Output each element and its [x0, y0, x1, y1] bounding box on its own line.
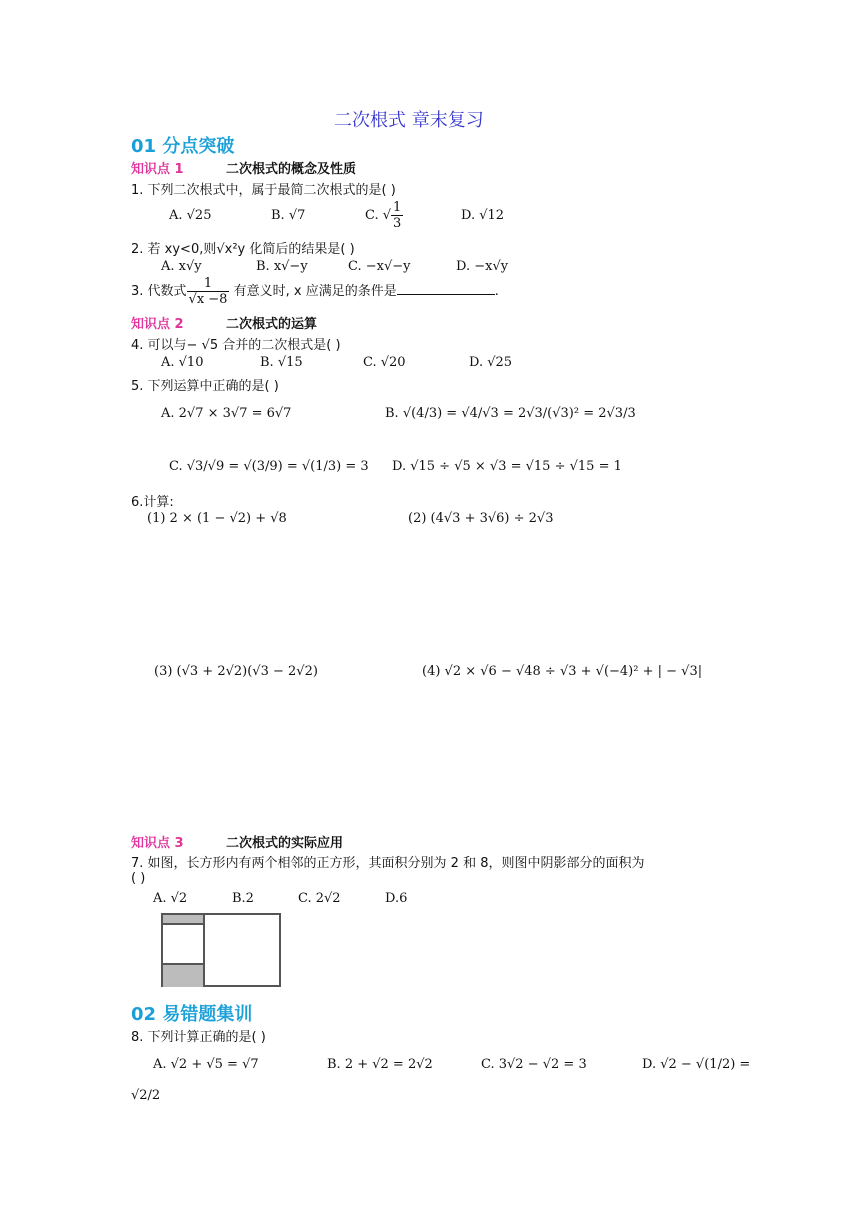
- option-b: B. √15: [260, 355, 303, 370]
- question-2-stem: 2. 若 xy<0,则√x²y 化简后的结果是( ): [131, 242, 355, 257]
- knowledge-point-title: 二次根式的运算: [226, 317, 318, 332]
- option-b: B. √(4/3) = √4/√3 = 2√3/(√3)² = 2√3/3: [385, 406, 636, 421]
- option-d: D.6: [385, 891, 408, 906]
- square-region: [163, 925, 205, 965]
- knowledge-point-title: 二次根式的概念及性质: [226, 162, 357, 177]
- shaded-region: [163, 915, 205, 925]
- question-7-paren: ( ): [131, 871, 146, 886]
- question-8-stem: 8. 下列计算正确的是( ): [131, 1030, 266, 1045]
- option-a: A. 2√7 × 3√7 = 6√7: [161, 406, 292, 421]
- option-d: D. √15 ÷ √5 × √3 = √15 ÷ √15 = 1: [392, 459, 622, 474]
- option-a: A. √25: [169, 208, 212, 223]
- option-b: B.2: [232, 891, 254, 906]
- option-b: B. √7: [271, 208, 306, 223]
- page-title: 二次根式 章末复习: [334, 110, 484, 131]
- section-heading: 01 分点突破: [131, 136, 235, 157]
- option-d: D. √25: [469, 355, 513, 370]
- option-a: A. √2 + √5 = √7: [153, 1057, 259, 1072]
- sub-question-2: (2) (4√3 + 3√6) ÷ 2√3: [408, 511, 554, 526]
- option-a: A. x√y: [161, 259, 202, 274]
- question-5-stem: 5. 下列运算中正确的是( ): [131, 379, 279, 394]
- option-d: D. −x√y: [456, 259, 509, 274]
- knowledge-point-label: 知识点 1: [131, 162, 184, 177]
- question-3: 3. 代数式 $\frac{1}{√x -8}$ 有意义时, x 应满足的条件是 .: [131, 276, 499, 307]
- section-heading: 02 易错题集训: [131, 1004, 253, 1025]
- option-b: B. x√−y: [256, 259, 308, 274]
- option-d-continued: √2/2: [131, 1088, 161, 1103]
- knowledge-point-label: 知识点 3: [131, 836, 184, 851]
- question-1-stem: 1. 下列二次根式中，属于最简二次根式的是( ): [131, 183, 396, 198]
- question-6-stem: 6.计算:: [131, 495, 174, 510]
- knowledge-point-title: 二次根式的实际应用: [226, 836, 344, 851]
- option-d: D. √2 − √(1/2) =: [642, 1057, 751, 1072]
- knowledge-point-label: 知识点 2: [131, 317, 184, 332]
- option-c: C. √20: [363, 355, 406, 370]
- sub-question-1: (1) 2 × (1 − √2) + √8: [147, 511, 287, 526]
- question-7-stem: 7. 如图，长方形内有两个相邻的正方形，其面积分别为 2 和 8，则图中阴影部分的面积为: [131, 856, 645, 871]
- rectangle-figure: [161, 913, 281, 987]
- option-c: C. 2√2: [298, 891, 341, 906]
- option-a: A. √2: [153, 891, 188, 906]
- option-c: C. √ $\frac{1}{3}$: [365, 200, 402, 231]
- option-c: C. −x√−y: [348, 259, 411, 274]
- option-a: A. √10: [161, 355, 204, 370]
- question-4-stem: 4. 可以与− √5 合并的二次根式是( ): [131, 338, 341, 353]
- sub-question-4: (4) √2 × √6 − √48 ÷ √3 + √(−4)² + | − √3|: [422, 664, 703, 679]
- option-c: C. √3/√9 = √(3/9) = √(1/3) = 3: [169, 459, 369, 474]
- option-b: B. 2 + √2 = 2√2: [327, 1057, 433, 1072]
- option-c: C. 3√2 − √2 = 3: [481, 1057, 587, 1072]
- sub-question-3: (3) (√3 + 2√2)(√3 − 2√2): [154, 664, 318, 679]
- answer-blank[interactable]: [397, 294, 495, 295]
- option-d: D. √12: [461, 208, 505, 223]
- shaded-region: [163, 965, 205, 987]
